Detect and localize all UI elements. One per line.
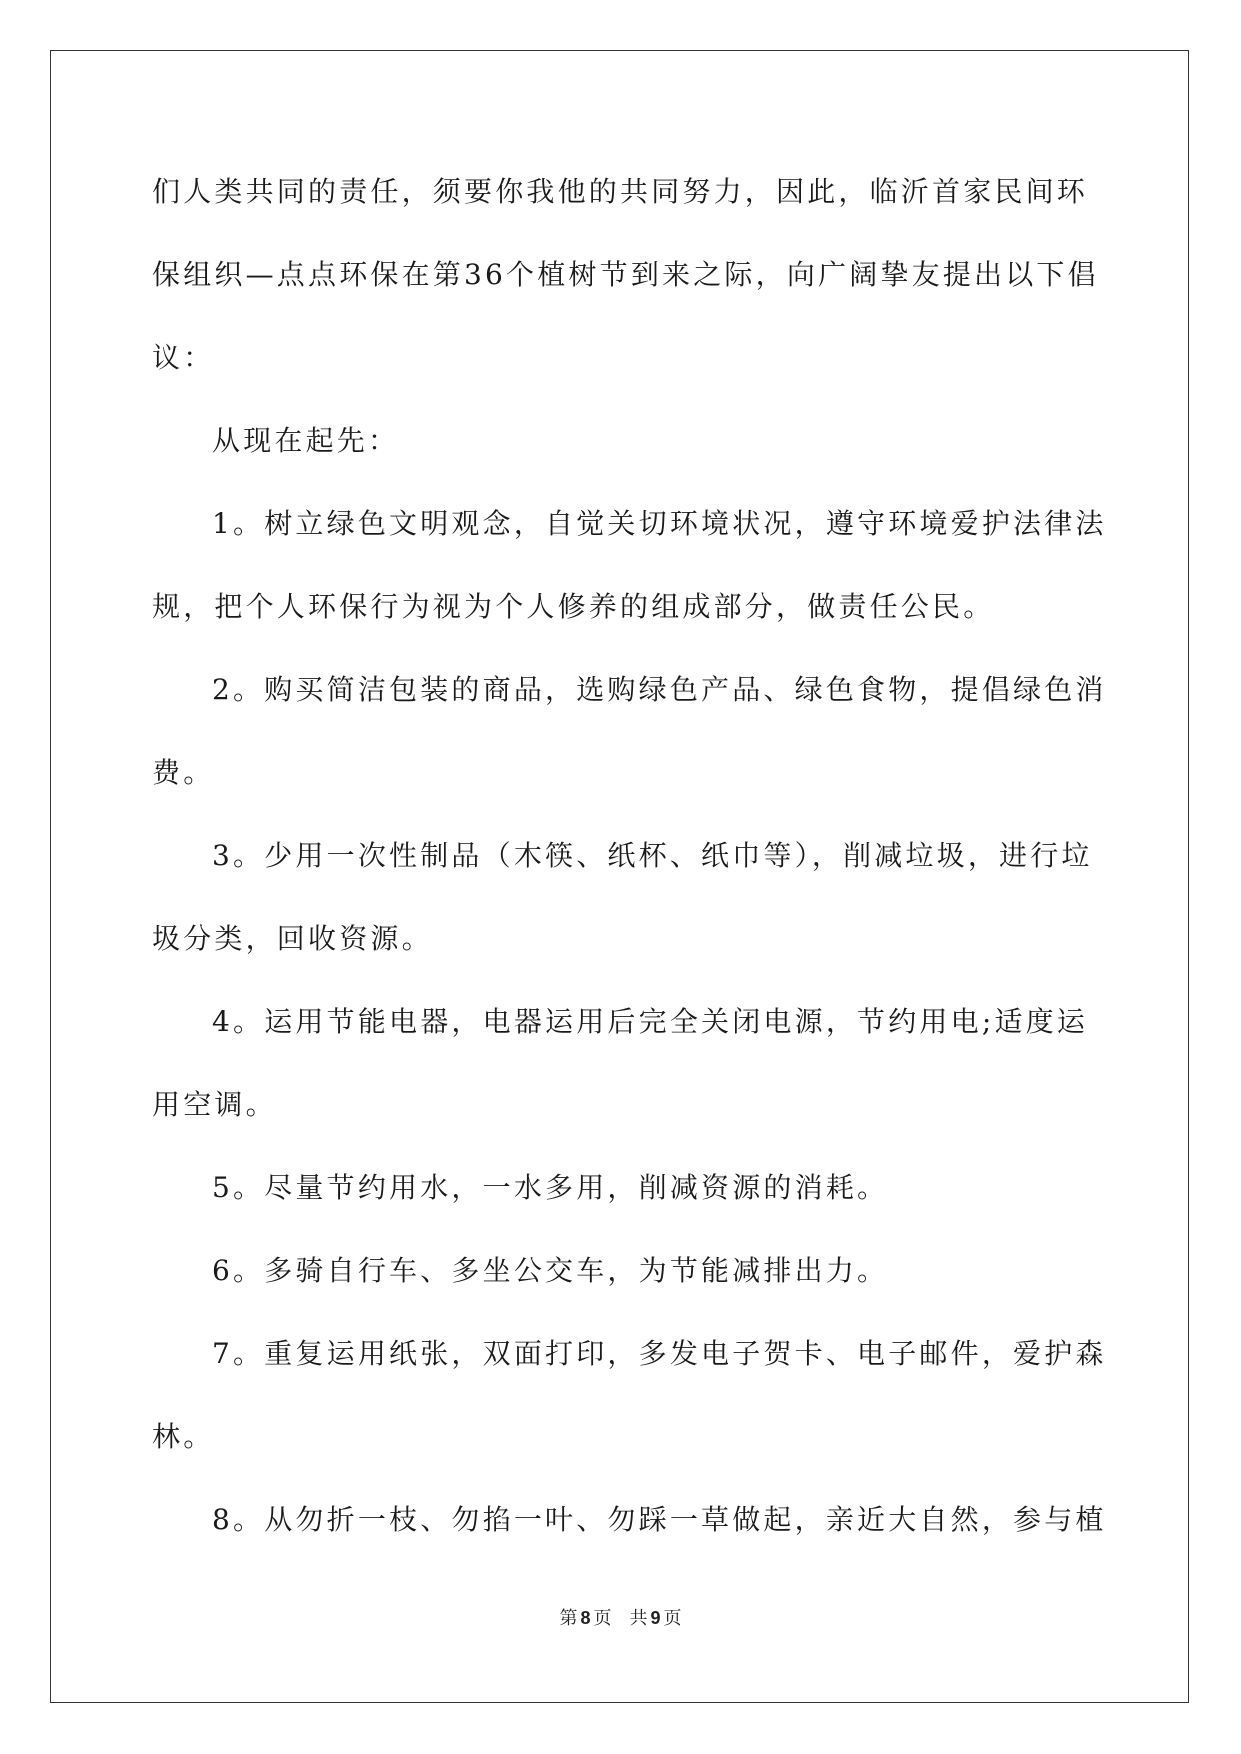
paragraph-item-4 bbox=[152, 980, 1089, 1146]
page-footer bbox=[0, 1604, 1241, 1630]
paragraph-item-6 bbox=[152, 1229, 1086, 1312]
footer-total-prefix: 共 bbox=[629, 1608, 648, 1629]
paragraph-line: 4。运用节能电器，电器运用后完全关闭电源，节约用电;适度运 bbox=[212, 1005, 1089, 1038]
paragraph-intro bbox=[152, 150, 1099, 399]
document-body bbox=[152, 150, 1107, 1561]
paragraph-item-1 bbox=[152, 482, 1107, 648]
footer-page-current: 8 bbox=[580, 1608, 591, 1628]
footer-page-suffix: 页 bbox=[593, 1608, 612, 1629]
paragraph-item-7 bbox=[152, 1312, 1107, 1478]
paragraph-line: 规，把个人环保行为视为个人修养的组成部分，做责任公民。 bbox=[152, 590, 995, 623]
paragraph-line: 从现在起先： bbox=[212, 424, 400, 457]
footer-total-suffix: 页 bbox=[663, 1608, 682, 1629]
paragraph-line: 保组织—点点环保在第36个植树节到来之际，向广阔挚友提出以下倡 bbox=[152, 258, 1099, 291]
paragraph-line: 2。购买简洁包装的商品，选购绿色产品、绿色食物，提倡绿色消 bbox=[212, 673, 1107, 706]
paragraph-line: 6。多骑自行车、多坐公交车，为节能减排出力。 bbox=[212, 1254, 889, 1287]
paragraph-line: 1。树立绿色文明观念，自觉关切环境状况，遵守环境爱护法律法 bbox=[212, 507, 1107, 540]
paragraph-from-now bbox=[152, 399, 1086, 482]
paragraph-line: 3。少用一次性制品（木筷、纸杯、纸巾等），削减垃圾，进行垃 bbox=[212, 839, 1093, 872]
footer-page-total: 9 bbox=[650, 1608, 661, 1628]
paragraph-line: 议： bbox=[152, 341, 215, 374]
paragraph-item-8 bbox=[152, 1478, 1107, 1561]
footer-page-prefix: 第 bbox=[559, 1608, 578, 1629]
paragraph-line: 圾分类，回收资源。 bbox=[152, 922, 433, 955]
paragraph-line: 用空调。 bbox=[152, 1088, 277, 1121]
paragraph-item-3 bbox=[152, 814, 1093, 980]
paragraph-line: 5。尽量节约用水，一水多用，削减资源的消耗。 bbox=[212, 1171, 889, 1204]
paragraph-item-5 bbox=[152, 1146, 1086, 1229]
paragraph-line: 们人类共同的责任，须要你我他的共同努力，因此，临沂首家民间环 bbox=[152, 175, 1089, 208]
paragraph-line: 7。重复运用纸张，双面打印，多发电子贺卡、电子邮件，爱护森 bbox=[212, 1337, 1107, 1370]
paragraph-line: 林。 bbox=[152, 1420, 215, 1453]
paragraph-line: 8。从勿折一枝、勿掐一叶、勿踩一草做起，亲近大自然，参与植 bbox=[212, 1503, 1107, 1536]
paragraph-line: 费。 bbox=[152, 756, 215, 789]
paragraph-item-2 bbox=[152, 648, 1107, 814]
